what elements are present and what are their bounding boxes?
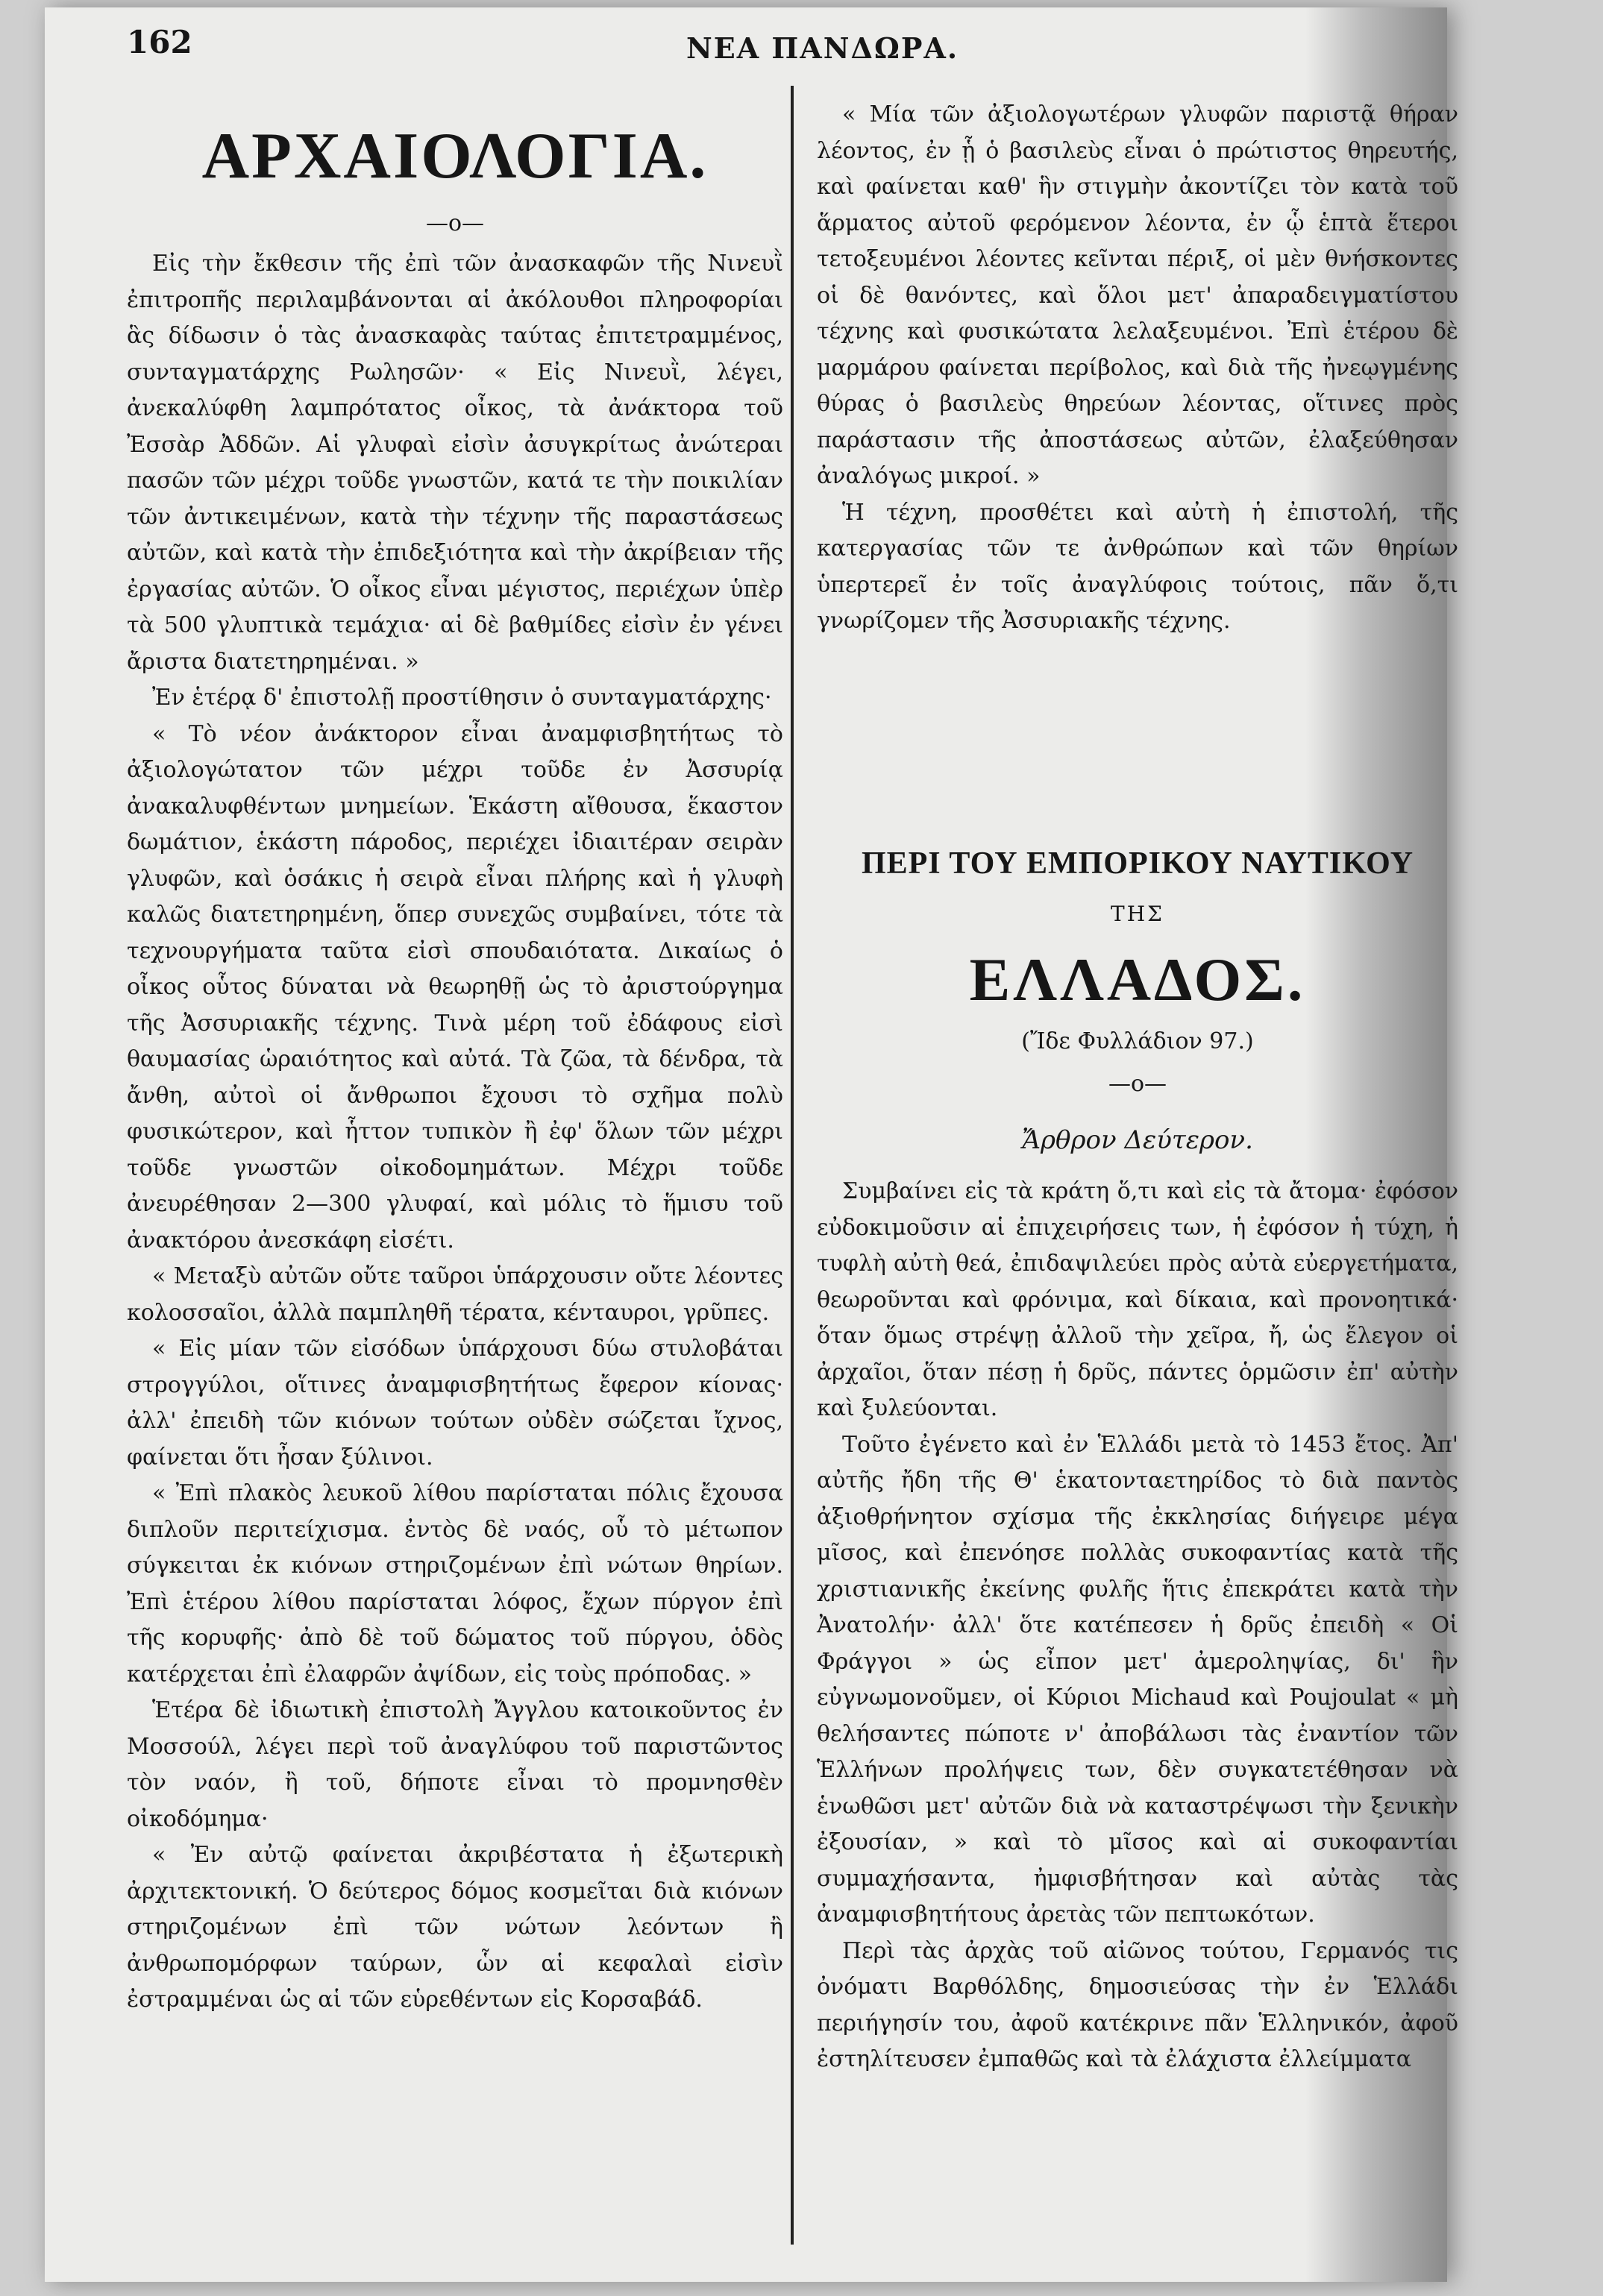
article-reference: (Ἴδε Φυλλάδιον 97.) [1021,1028,1254,1054]
paragraph: « Τὸ νέον ἀνάκτορον εἶναι ἀναμφισβητήτως τὸ ἀξιολογώτατον τῶν μέχρι τοῦδε ἐν Ἀσσυρίᾳ ἀνακαλυφθέντων μνημείων. Ἑκάστη αἴθουσα, ἕκαστον δωμάτιον, ἑκάστη πάροδος, περιέχει ἰδιαιτέραν σειρὰν γλυφῶν, καὶ ὁσάκις ἡ σειρὰ εἶναι πλήρης καὶ ἡ γλυφὴ καλῶς διατετηρημένη, ὅπερ συνεχῶς συμβαίνει, τότε τὰ τεχνουργήματα ταῦτα εἰσὶ σπουδαιότατα. Δικαίως ὁ οἶκος οὗτος δύναται νὰ θεωρηθῇ ὡς τὸ ἀριστούργημα τῆς Ἀσσυριακῆς τέχνης. Τινὰ μέρη τοῦ ἐδάφους εἰσὶ θαυμασίας ὡραιότητος καὶ αὐτά. Τὰ ζῶα, τὰ δένδρα, τὰ ἄνθη, αὐτοὶ οἱ ἄνθρωποι ἔχουσι τὸ σχῆμα πολὺ φυσικώτερον, καὶ ἧττον τυπικὸν ἢ ἐφ' ὅλων τῶν μέχρι τοῦδε γνωστῶν οἰκοδομημάτων. Μέχρι τοῦδε ἀνευρέθησαν 2—300 γλυφαί, καὶ μόλις τὸ ἥμισυ τοῦ ἀνακτόρου ἀνεσκάφη εἰσέτι. [127,720,783,1254]
paragraph: Συμβαίνει εἰς τὰ κράτη ὅ,τι καὶ εἰς τὰ ἄτομα· ἐφόσον εὐδοκιμοῦσιν αἱ ἐπιχειρήσεις των, ἡ ἐφόσον ἡ τύχη, ἡ τυφλὴ αὐτὴ θεά, ἐπιδαψιλεύει πρὸς αὐτὰ εὐεργετήματα, θεωροῦνται καὶ φρόνιμα, καὶ δίκαια, καὶ προνοητικά· ὅταν ὅμως στρέψῃ ἀλλοῦ τὴν χεῖρα, ἤ, ὡς ἔλεγον οἱ ἀρχαῖοι, ὅταν πέσῃ ἡ δρῦς, πάντες ὁρμῶσιν ἐπ' αὐτὴν καὶ ξυλεύονται. [817,1178,1458,1421]
article-title-country: ΕΛΛΑΔΟΣ. [969,946,1306,1013]
paragraph: Τοῦτο ἐγένετο καὶ ἐν Ἑλλάδι μετὰ τὸ 1453 ἔτος. Ἀπ' αὐτῆς ἤδη τῆς Θ' ἑκατονταετηρίδος τὸ διὰ παντὸς ἀξιοθρήνητον σχίσμα τῆς ἐκκλησίας διήγειρε μέγα μῖσος, καὶ ἐπενόησε πολλὰς συκοφαντίας κατὰ τῆς χριστιανικῆς ἐκείνης φυλῆς ἥτις ἐπεκράτει κατὰ τὴν Ἀνατολήν· ἀλλ' ὅτε κατέπεσεν ἡ δρῦς ἐπειδὴ « Οἱ Φράγγοι » ὡς εἶπον μετ' ἀμεροληψίας, δι' ἣν εὐγνωμονοῦμεν, οἱ Κύριοι Michaud καὶ Poujoulat « μὴ θελήσαντες πώποτε ν' ἀποβάλωσι τὰς ἐναντίον τῶν Ἑλλήνων προλήψεις των, δὲν συγκατετέθησαν νὰ ἑνωθῶσι μετ' αὐτῶν διὰ νὰ καταστρέψωσι τὴν ξενικὴν ἐξουσίαν, » καὶ τὸ μῖσος καὶ αἱ συκοφαντίαι συμμαχήσαντα, ἠμφισβήτησαν καὶ αὐτὰς τὰς ἀναμφισβητήτους ἀρετὰς τῶν πεπτωκότων. [817,1431,1458,1928]
paragraph: Περὶ τὰς ἀρχὰς τοῦ αἰῶνος τούτου, Γερμανός τις ὀνόματι Βαρθόλδης, δημοσιεύσας τὴν ἐν Ἑλλάδι περιήγησίν του, ἀφοῦ κατέκρινε πᾶν Ἑλληνικόν, ἀφοῦ ἐστηλίτευσεν ἐμπαθῶς καὶ τὰ ἐλάχιστα ἐλλείμματα [817,1937,1458,2072]
left-column [127,97,783,2019]
right-column [817,97,1458,2072]
paragraph: Εἰς τὴν ἔκθεσιν τῆς ἐπὶ τῶν ἀνασκαφῶν τῆς Νινευῒ ἐπιτροπῆς περιλαμβάνονται αἱ ἀκόλουθοι πληροφορίαι ἃς δίδωσιν ὁ τὰς ἀνασκαφὰς ταύτας ἐπιτετραμμένος, συνταγματάρχης Ρωλησῶν· « Εἰς Νινευῒ, λέγει, ἀνεκαλύφθη λαμπρότατος οἶκος, τὰ ἀνάκτορα τοῦ Ἐσσὰρ Ἀδδῶν. Αἱ γλυφαὶ εἰσὶν ἀσυγκρίτως ἀνώτεραι πασῶν τῶν μέχρι τοῦδε γνωστῶν, κατά τε τὴν ποικιλίαν τῶν ἀντικειμένων, κατὰ τὴν τέχνην τῆς παραστάσεως αὐτῶν, καὶ κατὰ τὴν ἐπιδεξιότητα καὶ τὴν ἀκρίβειαν τῆς ἐργασίας αὐτῶν. Ὁ οἶκος εἶναι μέγιστος, περιέχων ὑπὲρ τὰ 500 γλυπτικὰ τεμάχια· αἱ δὲ βαθμίδες εἰσὶν ἐν γένει ἄριστα διατετηρημέναι. » [127,251,783,675]
section-title: ΑΡΧΑΙΟΛΟΓΙΑ. [201,120,709,192]
article-title-of: ΤΗΣ [1111,902,1164,926]
section-separator: —o— [425,210,485,236]
running-title: ΝΕΑ ΠΑΝΔΩΡΑ. [686,31,959,65]
article-title: ΠΕΡΙ ΤΟΥ ΕΜΠΟΡΙΚΟΥ ΝΑΥΤΙΚΟΥ [861,846,1414,881]
article-heading: Ἄρθρον Δεύτερον. [1022,1125,1253,1155]
paragraph: « Ἐπὶ πλακὸς λευκοῦ λίθου παρίσταται πόλις ἔχουσα διπλοῦν περιτείχισμα. ἐντὸς δὲ ναός, οὗ τὸ μέτωπον σύγκειται ἐκ κιόνων στηριζομένων ἐπὶ νώτων θηρίων. Ἐπὶ ἑτέρου λίθου παρίσταται λόφος, ἔχων πύργον ἐπὶ τῆς κορυφῆς· ἀπὸ δὲ τοῦ δώματος τοῦ πύργου, ὁδὸς κατέρχεται ἐπὶ ἐλαφρῶν ἀψίδων, εἰς τοὺς πρόποδας. » [127,1480,783,1688]
paragraph: « Εἰς μίαν τῶν εἰσόδων ὑπάρχουσι δύω στυλοβάται στρογγύλοι, οἵτινες ἀναμφισβητήτως ἔφερον κίονας· ἀλλ' ἐπειδὴ τῶν κιόνων τούτων οὐδὲν σώζεται ἴχνος, φαίνεται ὅτι ἦσαν ξύλινοι. [127,1336,783,1471]
paragraph: Ἐν ἑτέρᾳ δ' ἐπιστολῇ προστίθησιν ὁ συνταγματάρχης· [152,685,772,711]
newspaper-page [45,7,1458,2282]
paragraph: Ἡ τέχνη, προσθέτει καὶ αὐτὴ ἡ ἐπιστολή, τῆς κατεργασίας τῶν τε ἀνθρώπων καὶ τῶν θηρίων ὑπερτερεῖ ἐν τοῖς ἀναγλύφοις τούτοις, πᾶν ὅ,τι γνωρίζομεν τῆς Ἀσσυριακῆς τέχνης. [817,499,1458,634]
column-divider [791,86,794,2245]
article-separator: —o— [1108,1071,1167,1097]
paragraph: « Μεταξὺ αὐτῶν οὔτε ταῦροι ὑπάρχουσιν οὔτε λέοντες κολοσσαῖοι, ἀλλὰ παμπληθῆ τέρατα, κένταυροι, γρῦπες. [127,1263,783,1326]
article-merchant-navy [817,843,1458,2078]
paragraph: Ἑτέρα δὲ ἰδιωτικὴ ἐπιστολὴ Ἄγγλου κατοικοῦντος ἐν Μοσσούλ, λέγει περὶ τοῦ ἀναγλύφου τοῦ παριστῶντος τὸν ναόν, ἢ τοῦ, δήποτε εἶναι τὸ προμνησθὲν οἰκοδόμημα· [127,1697,783,1832]
paragraph: « Μία τῶν ἀξιολογωτέρων γλυφῶν παριστᾷ θήραν λέοντος, ἐν ᾗ ὁ βασιλεὺς εἶναι ὁ πρώτιστος θηρευτής, καὶ φαίνεται καθ' ἣν στιγμὴν ἀκοντίζει τὸν κατὰ τοῦ ἅρματος αὐτοῦ φερόμενον λέοντα, ἐν ᾧ ἑπτὰ ἕτεροι τετοξευμένοι λέοντες κεῖνται πέριξ, οἱ μὲν θνήσκοντες οἱ δὲ θανόντες, καὶ ὅλοι μετ' ἀπαραδειγματίστου τέχνης καὶ φυσικώτατα λελαξευμένοι. Ἐπὶ ἑτέρου δὲ μαρμάρου φαίνεται περίβολος, καὶ διὰ τῆς ἠνεῳγμένης θύρας ὁ βασιλεὺς θηρεύων λέοντας, οἵτινες πρὸς παράστασιν τῆς ἀποστάσεως αὐτῶν, ἐλαξεύθησαν ἀναλόγως μικροί. » [817,101,1458,489]
page-number: 162 [127,24,192,60]
paragraph: « Ἐν αὐτῷ φαίνεται ἀκριβέστατα ἡ ἐξωτερικὴ ἀρχιτεκτονική. Ὁ δεύτερος δόμος κοσμεῖται διὰ κιόνων στηριζομένων ἐπὶ τῶν νώτων λεόντων ἢ ἀνθρωπομόρφων ταύρων, ὧν αἱ κεφαλαὶ εἰσὶν ἐστραμμέναι ὡς αἱ τῶν εὑρεθέντων εἰς Κορσαβάδ. [127,1842,783,2013]
page-header [45,7,1447,75]
